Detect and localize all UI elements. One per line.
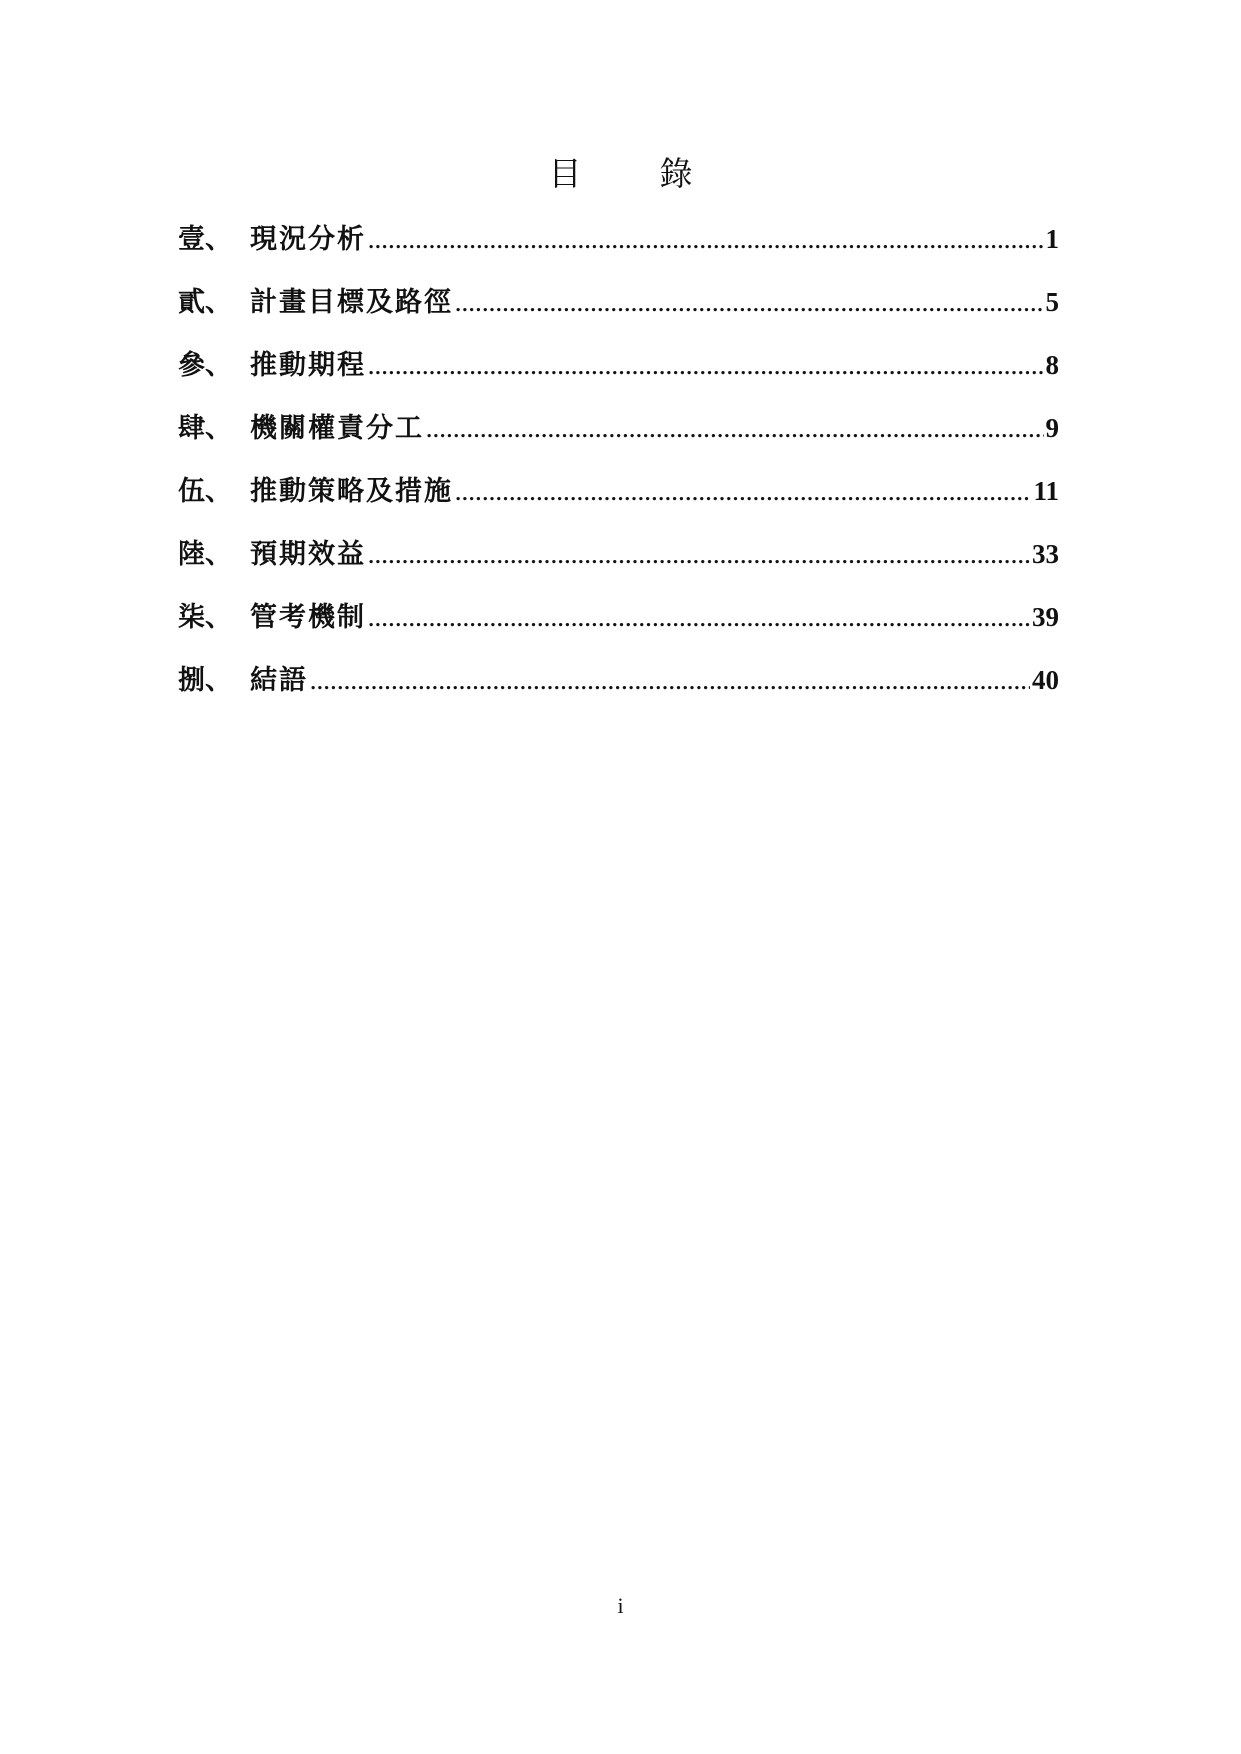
toc-entry-page: 1 <box>1045 224 1059 254</box>
toc-entry-label: 現況分析 <box>250 224 366 255</box>
toc-entry-label: 推動期程 <box>250 350 366 381</box>
toc-entry-number: 捌、 <box>178 665 232 696</box>
toc-entry-number: 肆、 <box>178 413 232 444</box>
toc-entry-number: 參、 <box>178 350 232 381</box>
toc-entry-8[interactable] <box>178 649 1059 712</box>
toc-entry-6[interactable] <box>178 523 1059 586</box>
toc-dot-leader <box>455 463 1031 526</box>
toc-entry-label: 機關權責分工 <box>250 413 424 444</box>
toc-entry-label: 推動策略及措施 <box>250 476 453 507</box>
toc-entry-label: 結語 <box>250 665 308 696</box>
toc-entry-label: 管考機制 <box>250 602 366 633</box>
toc-entry-number: 壹、 <box>178 224 232 255</box>
toc-dot-leader <box>368 589 1030 652</box>
toc-entry-label: 計畫目標及路徑 <box>250 287 453 318</box>
toc-title-char-2: 錄 <box>659 154 693 193</box>
toc-entry-page: 5 <box>1045 287 1059 317</box>
page-number: i <box>617 1593 624 1618</box>
toc-entry-number: 柒、 <box>178 602 232 633</box>
toc-entry-page: 11 <box>1033 476 1059 506</box>
toc-entry-1[interactable] <box>178 208 1059 271</box>
toc-entry-3[interactable] <box>178 334 1059 397</box>
toc-dot-leader <box>455 274 1044 337</box>
toc-entry-2[interactable] <box>178 271 1059 334</box>
toc-title-char-1: 目 <box>548 154 582 193</box>
toc-entry-page: 33 <box>1032 539 1059 569</box>
toc-list <box>178 208 1059 712</box>
toc-dot-leader <box>368 337 1044 400</box>
toc-entry-5[interactable] <box>178 460 1059 523</box>
toc-dot-leader <box>368 211 1044 274</box>
toc-entry-label: 預期效益 <box>250 539 366 570</box>
toc-dot-leader <box>310 652 1030 715</box>
toc-entry-page: 9 <box>1045 413 1059 443</box>
toc-entry-4[interactable] <box>178 397 1059 460</box>
toc-entry-7[interactable] <box>178 586 1059 649</box>
toc-dot-leader <box>368 526 1030 589</box>
toc-entry-number: 貳、 <box>178 287 232 318</box>
toc-title <box>0 148 1241 195</box>
toc-entry-page: 8 <box>1045 350 1059 380</box>
toc-entry-number: 陸、 <box>178 539 232 570</box>
toc-entry-number: 伍、 <box>178 476 232 507</box>
toc-dot-leader <box>426 400 1044 463</box>
toc-entry-page: 40 <box>1032 665 1059 695</box>
toc-entry-page: 39 <box>1032 602 1059 632</box>
